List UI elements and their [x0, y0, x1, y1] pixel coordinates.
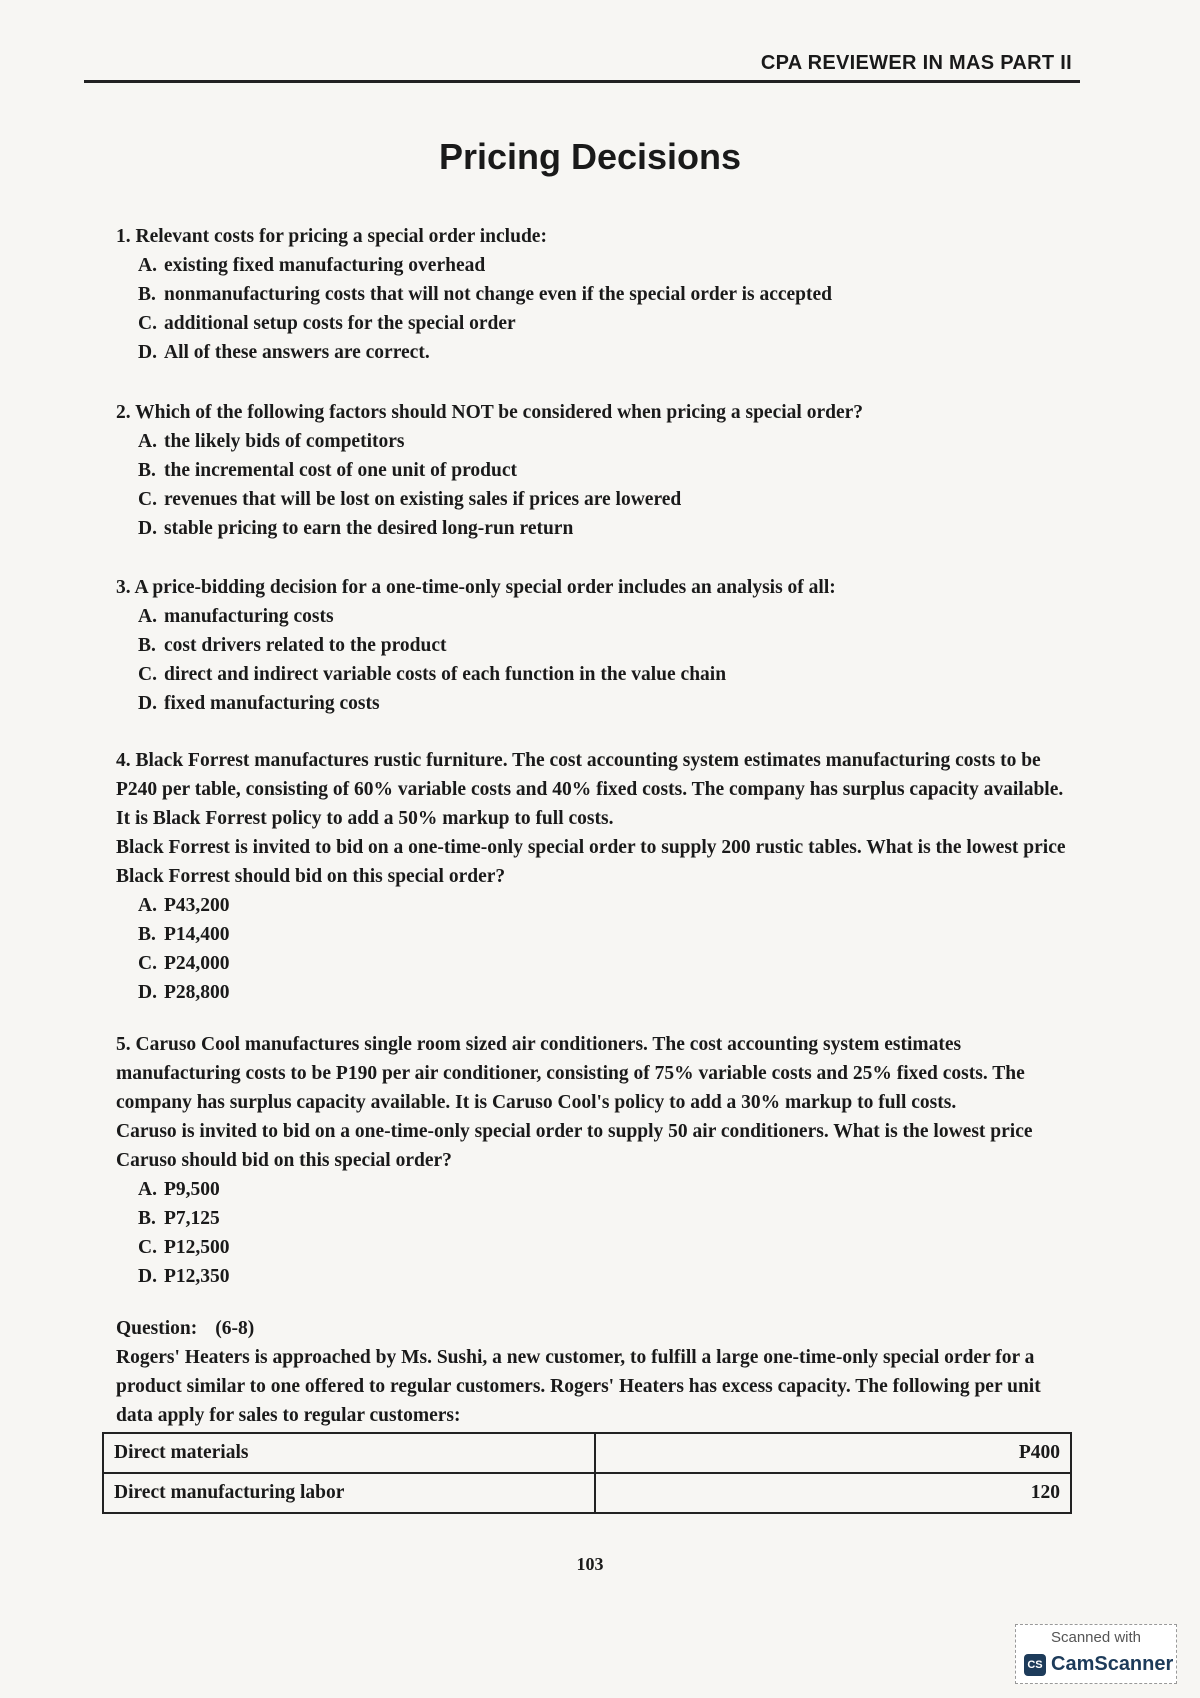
question-text: A price-bidding decision for a one-time-only special order includes an analysis of all:	[134, 577, 836, 598]
option-text: the incremental cost of one unit of product	[164, 460, 517, 481]
option-letter: D.	[138, 1266, 157, 1287]
option-letter: A.	[138, 431, 157, 452]
option-text: P12,500	[164, 1237, 230, 1258]
question-text: Caruso Cool manufactures single room sized air conditioners. The cost accounting system estimates manufacturing costs to be P190 per air conditioner, consisting of 75% variable costs and 25% fixed costs. The company has surplus capacity available. It is Caruso Cool's policy to add a 30% markup to full costs.	[116, 1034, 1025, 1113]
answer-options	[116, 602, 1066, 718]
option-text: direct and indirect variable costs of each function in the value chain	[164, 664, 727, 685]
option-letter: A.	[138, 255, 157, 276]
option-letter: B.	[138, 635, 156, 656]
answer-option	[138, 660, 1066, 689]
answer-options	[116, 427, 1066, 543]
option-letter: C.	[138, 489, 157, 510]
option-text: P14,400	[164, 924, 230, 945]
option-text: revenues that will be lost on existing sales if prices are lowered	[164, 489, 682, 510]
option-letter: D.	[138, 518, 157, 539]
option-letter: A.	[138, 606, 157, 627]
option-text: stable pricing to earn the desired long-run return	[164, 518, 574, 539]
question-2	[116, 398, 1066, 543]
question-text: Caruso is invited to bid on a one-time-only special order to supply 50 air conditioners. What is the lowest price Caruso should bid on this special order?	[116, 1121, 1033, 1171]
answer-option	[138, 427, 1066, 456]
case-range: (6-8)	[215, 1318, 255, 1339]
option-letter: D.	[138, 693, 157, 714]
answer-option	[138, 631, 1066, 660]
answer-option	[138, 514, 1066, 543]
answer-options	[116, 1175, 1066, 1291]
case-heading-label: Question:	[116, 1318, 198, 1339]
question-1	[116, 222, 1066, 367]
option-text: fixed manufacturing costs	[164, 693, 380, 714]
answer-option	[138, 602, 1066, 631]
option-text: manufacturing costs	[164, 606, 334, 627]
question-number: 1.	[116, 226, 131, 247]
answer-options	[116, 891, 1066, 1007]
case-text: Rogers' Heaters is approached by Ms. Sushi, a new customer, to fulfill a large one-time-only special order for a product similar to one offered to regular customers. Rogers' Heaters has excess capacity. The following per unit data apply for sales to regular customers:	[116, 1347, 1041, 1426]
cost-amount: P400	[595, 1433, 1071, 1473]
chapter-title: Pricing Decisions	[438, 136, 742, 177]
option-letter: B.	[138, 460, 156, 481]
question-stem	[116, 398, 1066, 427]
question-stem	[116, 222, 1066, 251]
answer-options	[116, 251, 1066, 367]
option-letter: A.	[138, 1179, 157, 1200]
cost-item: Direct materials	[103, 1433, 595, 1473]
question-number: 5.	[116, 1034, 131, 1055]
option-text: P7,125	[164, 1208, 220, 1229]
answer-option	[138, 978, 1066, 1007]
option-text: the likely bids of competitors	[164, 431, 405, 452]
cost-item: Direct manufacturing labor	[103, 1473, 595, 1513]
answer-option	[138, 456, 1066, 485]
cost-data-table	[102, 1432, 1072, 1514]
question-text: Relevant costs for pricing a special order include:	[135, 226, 547, 247]
option-letter: D.	[138, 342, 157, 363]
question-number: 2.	[116, 402, 131, 423]
answer-option	[138, 280, 1066, 309]
question-stem	[116, 1030, 1066, 1175]
cost-amount: 120	[595, 1473, 1071, 1513]
table-row	[103, 1433, 1071, 1473]
question-number: 4.	[116, 750, 131, 771]
option-letter: C.	[138, 953, 157, 974]
answer-option	[138, 920, 1066, 949]
answer-option	[138, 1233, 1066, 1262]
question-5	[116, 1030, 1066, 1291]
option-text: P12,350	[164, 1266, 230, 1287]
camscanner-name: CamScanner	[1051, 1653, 1174, 1675]
answer-option	[138, 1204, 1066, 1233]
answer-option	[138, 251, 1066, 280]
camscanner-watermark	[1015, 1624, 1177, 1684]
option-letter: D.	[138, 982, 157, 1003]
answer-option	[138, 1262, 1066, 1291]
page-number: 103	[576, 1554, 604, 1574]
scanned-with-label: Scanned with	[1050, 1629, 1142, 1646]
option-text: existing fixed manufacturing overhead	[164, 255, 486, 276]
option-letter: A.	[138, 895, 157, 916]
question-text: Black Forrest manufactures rustic furniture. The cost accounting system estimates manufacturing costs to be P240 per table, consisting of 60% variable costs and 40% fixed costs. The company has surplus capacity available. It is Black Forrest policy to add a 50% markup to full costs.	[116, 750, 1064, 829]
question-stem	[116, 573, 1066, 602]
case-questions-6-8	[116, 1314, 1066, 1430]
option-letter: C.	[138, 1237, 157, 1258]
option-letter: C.	[138, 313, 157, 334]
option-text: nonmanufacturing costs that will not change even if the special order is accepted	[164, 284, 833, 305]
answer-option	[138, 309, 1066, 338]
question-number: 3.	[116, 577, 131, 598]
answer-option	[138, 689, 1066, 718]
table-row	[103, 1473, 1071, 1513]
option-text: All of these answers are correct.	[164, 342, 430, 363]
camscanner-logo-icon: CS	[1024, 1654, 1046, 1676]
camscanner-brand	[1024, 1653, 1173, 1676]
question-text: Which of the following factors should NOT be considered when pricing a special order?	[135, 402, 863, 423]
option-text: P43,200	[164, 895, 230, 916]
option-letter: B.	[138, 1208, 156, 1229]
answer-option	[138, 949, 1066, 978]
question-4	[116, 746, 1066, 1007]
question-stem	[116, 746, 1066, 891]
answer-option	[138, 338, 1066, 367]
answer-option	[138, 485, 1066, 514]
answer-option	[138, 1175, 1066, 1204]
option-text: cost drivers related to the product	[164, 635, 447, 656]
header-rule	[84, 80, 1080, 83]
option-letter: B.	[138, 924, 156, 945]
option-text: additional setup costs for the special order	[164, 313, 516, 334]
question-text: Black Forrest is invited to bid on a one-time-only special order to supply 200 rustic tables. What is the lowest price Black Forrest should bid on this special order?	[116, 837, 1066, 887]
option-letter: C.	[138, 664, 157, 685]
option-text: P28,800	[164, 982, 230, 1003]
book-title: CPA REVIEWER IN MAS PART II	[760, 52, 1072, 74]
question-3	[116, 573, 1066, 718]
option-text: P24,000	[164, 953, 230, 974]
option-letter: B.	[138, 284, 156, 305]
answer-option	[138, 891, 1066, 920]
case-heading	[116, 1314, 1066, 1343]
option-text: P9,500	[164, 1179, 220, 1200]
